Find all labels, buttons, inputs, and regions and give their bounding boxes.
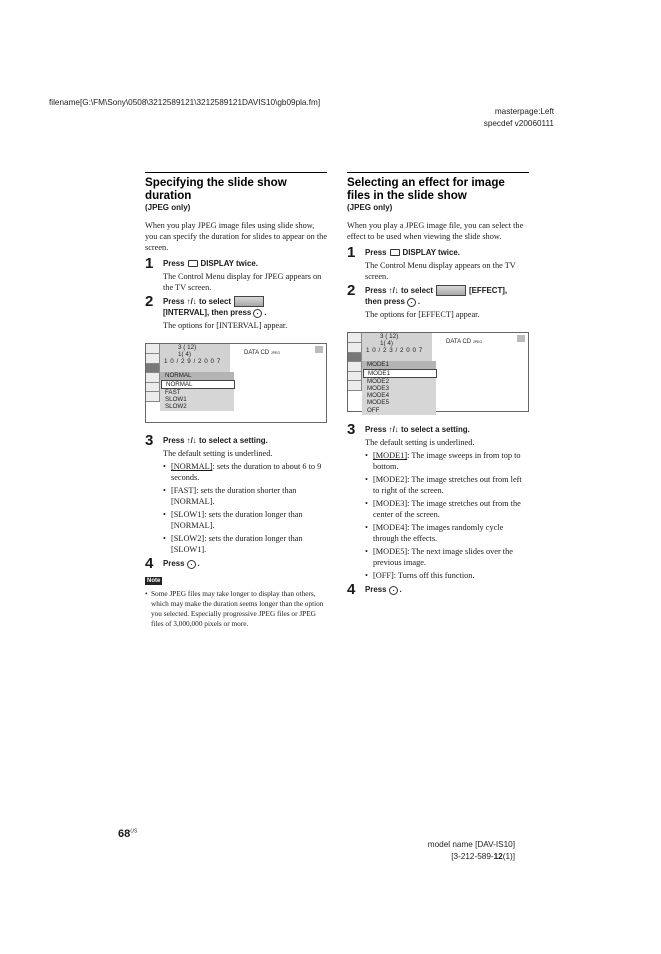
right-step-4 [347, 581, 529, 599]
step-description: The Control Menu display for JPEG appears on the TV screen. [163, 272, 322, 292]
left-step-3 [145, 432, 327, 555]
list-item: • [SLOW2]: sets the duration longer than [SLOW1]. [163, 533, 327, 555]
list-item: • [MODE2]: The image stretches out from left to right of the screen. [365, 474, 529, 496]
step-description: The options for [EFFECT] appear. [365, 310, 480, 320]
left-section-title: Specifying the slide show duration [145, 176, 287, 202]
left-step-2 [145, 293, 327, 331]
menu-icon-strip [146, 344, 160, 402]
step-instruction: Press ↑/↓ to select a setting. [163, 436, 268, 446]
page-number: $68^{US}$ [118, 828, 138, 840]
right-step-1 [347, 244, 529, 282]
option-slow2[interactable]: SLOW2 [165, 403, 187, 411]
option-fast[interactable]: FAST [165, 388, 181, 396]
left-intro: When you play JPEG image files using slide show, you can specify the duration for slides to appear on the screen. [145, 221, 328, 252]
enter-icon [407, 298, 416, 307]
effect-options-list [362, 361, 436, 414]
step-number: 1 [347, 244, 356, 261]
list-item: • [MODE4]: The images randomly cycle through the effects. [365, 522, 529, 544]
step-number: 3 [145, 432, 154, 450]
note-label: Note [147, 578, 161, 585]
step-description: The Control Menu display appears on the TV screen. [365, 261, 516, 281]
list-item: • [MODE1]: The image sweeps in from top to bottom. [365, 450, 529, 472]
right-column [347, 172, 529, 599]
list-item: • [MODE5]: The next image slides over the previous image. [365, 546, 529, 568]
right-section-subtitle: (JPEG only) [347, 203, 393, 212]
note-text: • Some JPEG files may take longer to display than others, which may make the duration seems longer than the option you selected. Especially progressive JPEG files or JPEG files of 3,000,000 pixels or more. [145, 589, 327, 629]
interval-options-list [160, 372, 234, 411]
display-icon [188, 260, 198, 267]
step-instruction: Press . [365, 585, 402, 595]
interval-menu-icon [234, 296, 264, 307]
option-normal[interactable]: NORMAL [161, 380, 235, 389]
step-instruction: Press ↑/↓ to select [EFFECT], then press . [365, 286, 508, 307]
menu-icon-strip [348, 333, 362, 391]
step-number: 2 [347, 282, 356, 299]
section-rule [145, 172, 327, 173]
masterpage-meta: masterpage:Left [494, 107, 554, 116]
option-mode4[interactable]: MODE4 [367, 392, 390, 400]
enter-icon [253, 309, 262, 318]
option-off[interactable]: OFF [367, 406, 380, 414]
step-number: 1 [145, 255, 154, 272]
step-description: The options for [INTERVAL] appear. [163, 321, 288, 331]
list-item: • [FAST]: sets the duration shorter than [NORMAL]. [163, 485, 327, 507]
left-section-subtitle: (JPEG only) [145, 203, 191, 212]
disc-type-label: DATA CD JPEG [446, 339, 483, 346]
section-rule [347, 172, 529, 173]
left-column [145, 172, 327, 629]
setting-list [163, 461, 327, 555]
setting-list [365, 450, 529, 581]
step-description: The default setting is underlined. [365, 438, 475, 448]
option-mode3[interactable]: MODE3 [367, 385, 390, 393]
list-item: • [SLOW1]: sets the duration longer than [NORMAL]. [163, 509, 327, 531]
current-setting: NORMAL [160, 372, 234, 379]
list-item: • [OFF]: Turns off this function. [365, 570, 529, 581]
playback-info: 3 ( 12) 1( 4) 1 0 / 2 3 / 2 0 0 7 [362, 333, 432, 369]
option-mode2[interactable]: MODE2 [367, 377, 390, 385]
model-name-meta: model name [DAV-IS10] [427, 840, 515, 849]
part-number-meta: [3-212-589-12(1)] [451, 852, 515, 861]
current-setting: MODE1 [362, 361, 436, 368]
option-slow1[interactable]: SLOW1 [165, 396, 187, 404]
right-intro: When you play a JPEG image file, you can select the effect to be used when viewing the slide show. [347, 221, 524, 241]
option-mode1[interactable]: MODE1 [363, 369, 437, 378]
step-instruction: Press DISPLAY twice. [163, 259, 258, 268]
filename-meta: filename[G:\FM\Sony\0508\3212589121\3212589121DAVIS10\gb09pla.fm] [49, 98, 321, 107]
disc-type-label: DATA CD JPEG [244, 350, 281, 357]
step-number: 4 [145, 555, 154, 573]
list-item: • [NORMAL]: sets the duration to about 6 to 9 seconds. [163, 461, 327, 483]
option-mode5[interactable]: MODE5 [367, 399, 390, 407]
left-step-1 [145, 255, 327, 293]
effect-menu-icon [436, 285, 466, 296]
step-number: 2 [145, 293, 154, 310]
right-step-3 [347, 421, 529, 581]
step-instruction: Press ↑/↓ to select [INTERVAL], then press . [163, 297, 267, 318]
step-instruction: Press DISPLAY twice. [365, 248, 460, 257]
left-step-4 [145, 555, 327, 573]
step-description: The default setting is underlined. [163, 449, 273, 459]
play-status-icon [315, 346, 323, 353]
step-number: 3 [347, 421, 356, 439]
list-item: • [MODE3]: The image stretches out from the center of the screen. [365, 498, 529, 520]
right-section-title: Selecting an effect for image files in the slide show [347, 176, 505, 202]
step-instruction: Press . [163, 559, 200, 569]
interval-screen [145, 343, 327, 423]
play-status-icon [517, 335, 525, 342]
playback-info: 3 ( 12) 1( 4) 1 0 / 2 9 / 2 0 0 7 [160, 344, 230, 380]
enter-icon [389, 586, 398, 595]
enter-icon [187, 560, 196, 569]
right-step-2 [347, 282, 529, 320]
specdef-meta: specdef v20060111 [483, 119, 554, 128]
display-icon [390, 249, 400, 256]
effect-screen [347, 332, 529, 412]
step-number: 4 [347, 581, 356, 599]
step-instruction: Press ↑/↓ to select a setting. [365, 425, 470, 435]
